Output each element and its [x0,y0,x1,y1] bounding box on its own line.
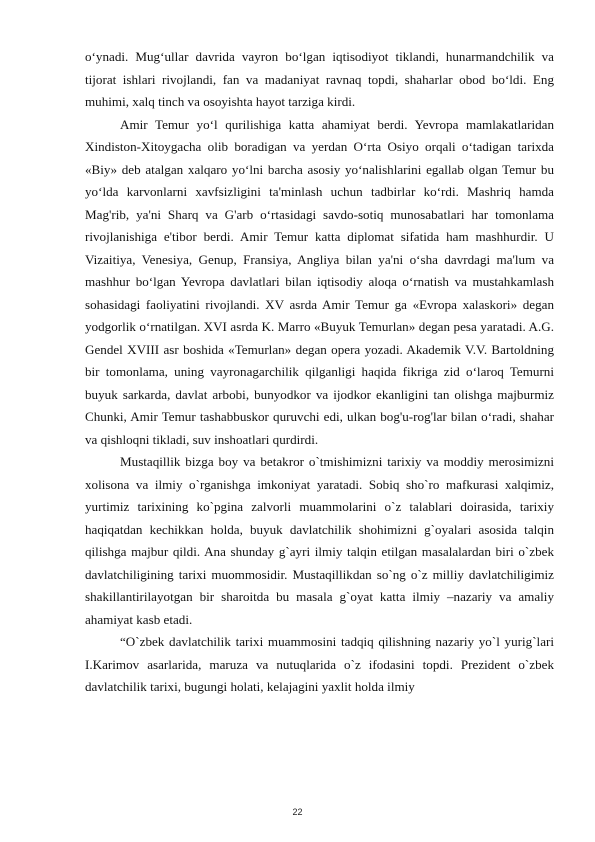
paragraph-statehood-history: “O`zbek davlatchilik tarixi muammosini tadqiq qilishning nazariy yo`l yurig`lari I.Karimov asarlarida, maruza va nutuqlarida o`z ifodasini topdi. Prezident o`zbek davlatchilik tarixi, bugungi holati, kelajagini yaxlit holda ilmiy [85,634,554,694]
body-text [85,46,554,699]
paragraph-amir-temur-roads: Amir Temur yo‘l qurilishiga katta ahamiyat berdi. Yevropa mamlakatlaridan Xindiston-Xitoygacha olib boradigan va yerdan O‘rta Osiyo orqali o‘tadigan tarixda «Biy» deb atalgan xalqaro yo‘lni barcha asosiy yo‘nalishlarini egallab olgan Temur bu yo‘lda karvonlarni xavfsizligini ta'minlash uchun tadbirlar ko‘rdi. Mashriq hamda Mag'rib, ya'ni Sharq va G'arb o‘rtasidagi savdo-sotiq munosabatlari har tomonlama rivojlanishiga e'tibor berdi. Amir Temur katta diplomat sifatida ham mashhurdir. U Vizaitiya, Venesiya, Genup, Fransiya, Angliya bilan ya'ni o‘sha davrdagi ma'lum va mashhur bo‘lgan Yevropa davlatlari bilan iqtisodiy aloqa o‘rnatish va mustahkamlash sohasidagi faoliyatini rivojlandi. XV asrda Amir Temur ga «Evropa xalaskori» degan yodgorlik o‘rnatilgan. XVI asrda K. Marro «Buyuk Temurlan» degan pesa yaratadi. A.G. Gendel XVIII asr boshida «Temurlan» degan opera yozadi. Akademik V.V. Bartoldning bir tomonlama, uning vayronagarchilik qilganligi haqida fikriga zid o‘laroq Temurni buyuk sarkarda, davlat arbobi, bunyodkor va ijodkor ekanligini tan olishga majburmiz Chunki, Amir Temur tashabbuskor quruvchi edi, ulkan bog'u-rog'lar bilan o‘radi, shahar va qishloqni tikladi, suv inshoatlari qurdirdi. [85,116,554,447]
page-number: 22 [292,807,303,817]
paragraph-continuation: o‘ynadi. Mug‘ullar davrida vayron bo‘lgan iqtisodiyot tiklandi, hunarmandchilik va tijorat ishlari rivojlandi, fan va madaniyat ravnaq topdi, shaharlar obod bo‘ldi. Eng muhimi, xalq tinch va osoyishta hayot tarziga kirdi. [85,49,554,109]
paragraph-independence: Mustaqillik bizga boy va betakror o`tmishimizni tarixiy va moddiy merosimizni xolisona va ilmiy o`rganishga imkoniyat yaratadi. Sobiq sho`ro mafkurasi xalqimiz, yurtimiz tarixining ko`pgina zalvorli muammolarini o`z talablari doirasida, tarixiy haqiqatdan kechikkan holda, buyuk davlatchilik shohimizni g`oyalari asosida talqin qilishga majbur qildi. Ana shunday g`ayri ilmiy talqin etilgan masalalardan biri o`zbek davlatchiligining tarixi muommosidir. Mustaqillikdan so`ng o`z milliy davlatchiligimiz shakillantirilayotgan bir sharoitda bu masala g`oyat katta ilmiy –nazariy va amaliy ahamiyat kasb etadi. [85,454,554,627]
